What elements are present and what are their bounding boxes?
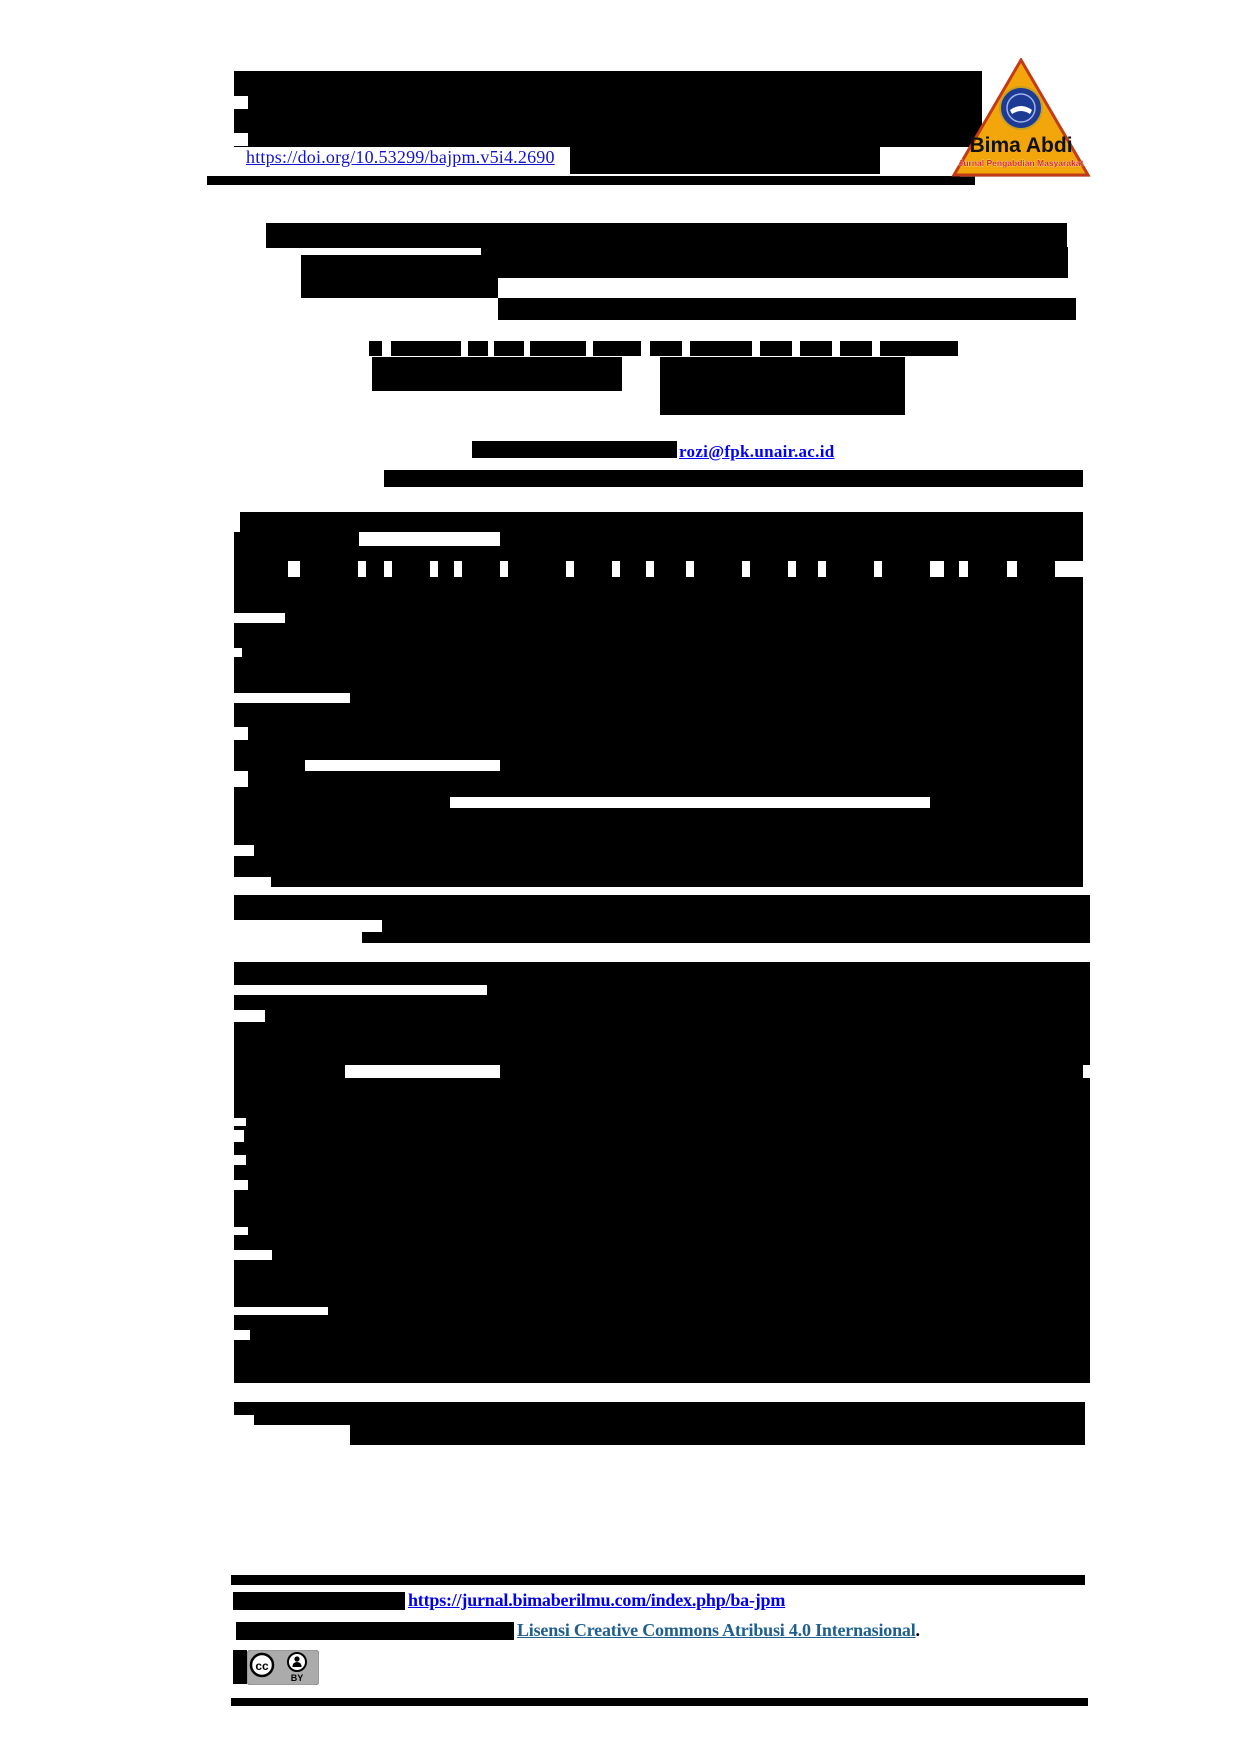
redacted-text-block bbox=[384, 470, 1083, 487]
redacted-text-block bbox=[234, 797, 450, 808]
redacted-text-block bbox=[694, 561, 742, 577]
redacted-text-block bbox=[369, 341, 382, 356]
footer-url-line bbox=[408, 1590, 785, 1611]
redacted-text-block bbox=[654, 561, 686, 577]
redacted-text-block bbox=[530, 341, 586, 356]
redacted-text-block bbox=[231, 1698, 1088, 1706]
redacted-text-block bbox=[750, 561, 788, 577]
redacted-text-block bbox=[240, 512, 1083, 532]
journal-logo-triangle-icon bbox=[950, 58, 1092, 180]
email-link[interactable]: rozi@fpk.unair.ac.id bbox=[679, 442, 835, 461]
redacted-text-block bbox=[207, 176, 975, 185]
redacted-text-block bbox=[301, 278, 498, 298]
redacted-text-block bbox=[660, 357, 905, 415]
svg-text:cc: cc bbox=[255, 1659, 269, 1673]
redacted-text-block bbox=[826, 561, 874, 577]
redacted-text-block bbox=[234, 703, 1083, 760]
redacted-text-block bbox=[350, 1425, 1085, 1445]
license-period: . bbox=[915, 1620, 920, 1640]
person-icon bbox=[288, 1653, 306, 1671]
logo-title: Bima Abdi bbox=[969, 134, 1073, 157]
redaction-cutout bbox=[234, 648, 242, 657]
redaction-cutout bbox=[234, 1118, 246, 1126]
redacted-text-block bbox=[800, 341, 832, 356]
redacted-text-block bbox=[234, 895, 1090, 920]
redacted-text-block bbox=[438, 561, 454, 577]
redacted-text-block bbox=[266, 223, 1067, 248]
redacted-text-block bbox=[382, 920, 1090, 932]
redaction-cutout bbox=[234, 1155, 246, 1165]
redacted-text-block bbox=[234, 1078, 1090, 1383]
redacted-text-block bbox=[593, 341, 641, 356]
cc-by-label: BY bbox=[290, 1673, 304, 1683]
redacted-text-block bbox=[1017, 561, 1055, 577]
redaction-cutout bbox=[234, 727, 248, 740]
redacted-text-block bbox=[234, 808, 1083, 887]
redacted-text-block bbox=[392, 561, 430, 577]
logo-subtitle: Jurnal Pengabdian Masyarakat bbox=[958, 158, 1084, 168]
redacted-text-block bbox=[650, 341, 682, 356]
redacted-text-block bbox=[362, 932, 1090, 943]
redaction-cutout bbox=[234, 1130, 244, 1142]
redacted-text-block bbox=[301, 255, 481, 278]
redacted-text-block bbox=[487, 985, 1090, 995]
redacted-text-block bbox=[234, 962, 1090, 985]
redacted-text-block bbox=[391, 341, 461, 356]
redacted-text-block bbox=[968, 561, 1007, 577]
redaction-cutout bbox=[234, 845, 254, 856]
redacted-text-block bbox=[462, 561, 500, 577]
redaction-cutout bbox=[234, 133, 248, 146]
redacted-text-block bbox=[498, 298, 1076, 320]
redacted-text-block bbox=[760, 341, 792, 356]
redacted-text-block bbox=[234, 577, 1083, 693]
redacted-text-block bbox=[494, 341, 524, 356]
redacted-text-block bbox=[254, 1415, 1085, 1425]
redacted-text-block bbox=[472, 441, 677, 458]
cc-by-badge[interactable] bbox=[247, 1650, 319, 1685]
doi-link[interactable]: https://doi.org/10.53299/bajpm.v5i4.2690 bbox=[246, 147, 555, 167]
redacted-text-block bbox=[468, 341, 488, 356]
redacted-text-block bbox=[231, 1575, 1085, 1585]
redaction-cutout bbox=[234, 1010, 265, 1022]
redacted-text-block bbox=[620, 561, 646, 577]
redaction-cutout bbox=[234, 1180, 248, 1190]
redacted-text-block bbox=[944, 561, 959, 577]
redaction-cutout bbox=[345, 1065, 500, 1078]
redaction-cutout bbox=[234, 1330, 250, 1340]
redacted-text-block bbox=[882, 561, 930, 577]
cc-by-badge-icon bbox=[247, 1650, 319, 1685]
redacted-text-block bbox=[481, 247, 1068, 278]
redacted-text-block bbox=[880, 341, 958, 356]
redacted-text-block bbox=[690, 341, 752, 356]
redacted-text-block bbox=[234, 71, 982, 147]
redacted-text-block bbox=[234, 546, 1083, 561]
redaction-cutout bbox=[305, 760, 500, 771]
redacted-text-block bbox=[930, 797, 1083, 808]
redacted-text-block bbox=[233, 1592, 405, 1610]
redacted-text-block bbox=[234, 995, 1090, 1065]
redacted-text-block bbox=[248, 771, 1083, 787]
journal-url-link[interactable]: https://jurnal.bimaberilmu.com/index.php/ba-jpm bbox=[408, 1590, 786, 1610]
redaction-cutout bbox=[234, 96, 248, 109]
footer-license-line bbox=[517, 1620, 920, 1641]
redaction-cutout bbox=[234, 1227, 248, 1235]
journal-logo bbox=[950, 58, 1092, 180]
redacted-text-block bbox=[234, 532, 359, 546]
license-link[interactable]: Lisensi Creative Commons Atribusi 4.0 Internasional bbox=[517, 1620, 916, 1640]
redacted-text-block bbox=[300, 561, 358, 577]
redaction-cutout bbox=[234, 877, 271, 887]
redacted-text-block bbox=[236, 1622, 514, 1640]
redacted-text-block bbox=[574, 561, 612, 577]
redacted-text-block bbox=[234, 1402, 1085, 1415]
redacted-text-block bbox=[234, 787, 1083, 797]
redacted-text-block bbox=[372, 357, 622, 391]
redacted-text-block bbox=[500, 532, 1083, 546]
redacted-text-block bbox=[570, 146, 880, 174]
redacted-text-block bbox=[350, 693, 1083, 703]
redaction-cutout bbox=[234, 1250, 272, 1260]
redacted-text-block bbox=[233, 1650, 247, 1684]
redaction-cutout bbox=[234, 1307, 328, 1315]
redaction-cutout bbox=[234, 613, 285, 623]
redacted-text-block bbox=[796, 561, 818, 577]
redacted-text-block bbox=[508, 561, 566, 577]
cc-icon bbox=[251, 1654, 273, 1676]
redacted-text-block bbox=[234, 561, 288, 577]
redacted-text-block bbox=[840, 341, 872, 356]
redacted-text-block bbox=[366, 561, 384, 577]
